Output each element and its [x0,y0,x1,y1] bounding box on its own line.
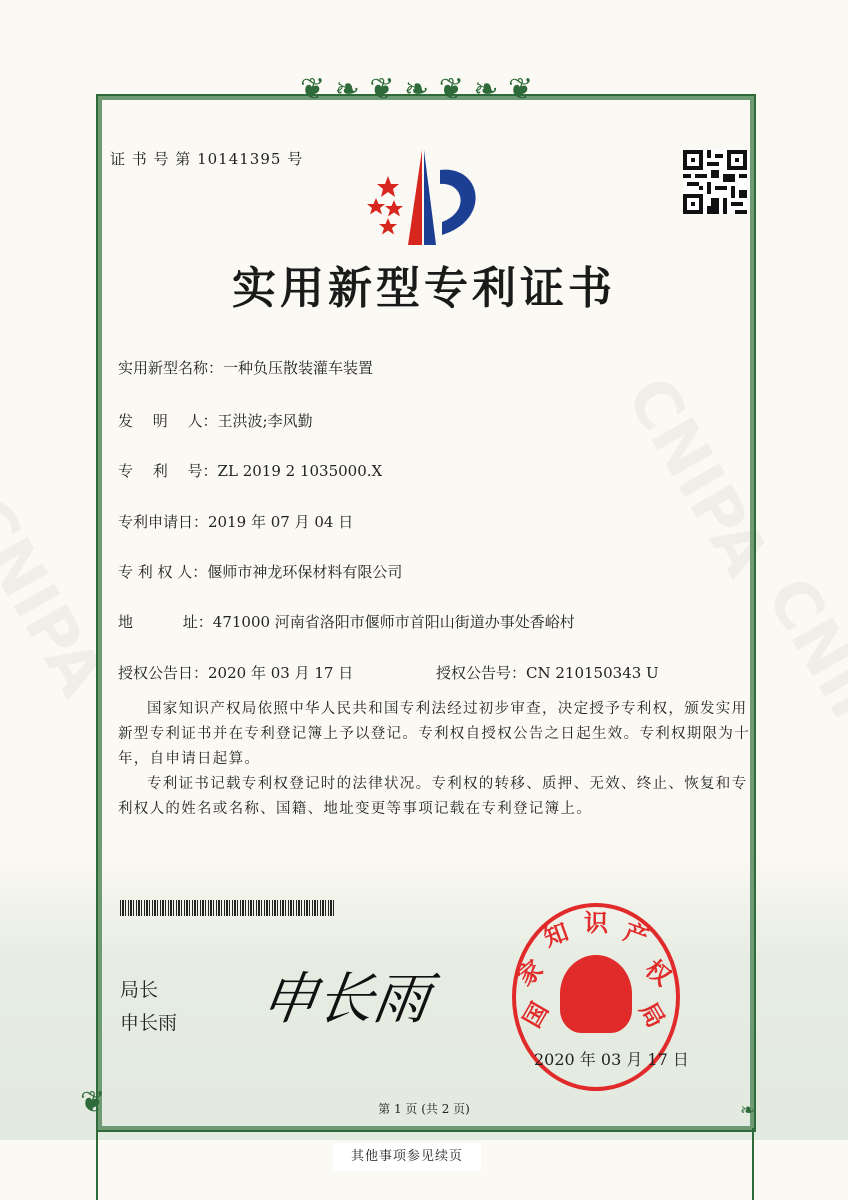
seal-char: 国 [517,997,555,1033]
field-value: 王洪波;李风勤 [217,412,313,430]
field-value: 偃师市神龙环保材料有限公司 [207,563,403,581]
continued-note: 其他事项参见续页 [333,1143,481,1171]
cnipa-logo-icon [362,150,492,250]
corner-ornament-icon: ❧ [740,1100,756,1121]
seal-char: 知 [539,917,573,953]
field-value: ZL 2019 2 1035000.X [217,462,383,480]
border-line [96,1128,98,1200]
body-paragraph: 国家知识产权局依照中华人民共和国专利法经过初步审查，决定授予专利权，颁发实用新型专利证书并在专利登记簿上予以登记。专利权自授权公告之日起生效。专利权期限为十年，自申请日起算。 [118,701,750,767]
field-label: 专利申请日： [118,513,209,531]
field-announcement-number [436,662,659,683]
body-paragraph: 专利证书记载专利权登记时的法律状况。专利权的转移、质押、无效、终止、恢复和专利权人的姓名或名称、国籍、地址变更等事项记载在专利登记簿上。 [118,776,748,817]
field-value: 2019 年 07 月 04 日 [208,513,354,531]
field-inventors [118,410,313,431]
top-ornament-icon: ❦ ❧ ❦ ❧ ❦ ❧ ❦ [300,72,534,107]
signatory-name: 申长雨 [120,1012,178,1034]
field-utility-model-name [118,357,373,378]
field-label: 地 址： [118,613,213,631]
field-label: 发 明 人： [118,412,218,430]
field-grant-date [118,662,353,683]
seal-date: 2020 年 03 月 17 日 [534,1050,689,1069]
field-label: 专 利 号： [118,462,218,480]
certificate-number: 证 书 号 第 10141395 号 [110,150,304,168]
handwritten-signature: 申长雨 [256,967,434,1032]
field-value: CN 210150343 U [526,664,659,682]
page-indicator: 第 1 页 (共 2 页) [378,1102,470,1116]
border-line [752,1128,754,1200]
barcode [120,900,336,916]
national-emblem-icon [560,955,632,1033]
seal-char: 产 [619,917,653,953]
seal-char: 局 [633,997,671,1033]
field-value: 471000 河南省洛阳市偃师市首阳山街道办事处香峪村 [212,613,575,631]
corner-ornament-icon: ❦ [80,1085,106,1120]
field-value: 2020 年 03 月 17 日 [208,664,354,682]
field-label: 授权公告日： [118,664,209,682]
field-patent-number [118,460,382,481]
field-patentee [118,561,402,582]
seal-char: 识 [584,909,608,937]
field-label: 授权公告号： [436,664,527,682]
seal-char: 权 [639,954,677,992]
field-address [118,611,575,632]
field-label: 专 利 权 人： [118,563,208,581]
field-value: 一种负压散装灌车装置 [223,359,374,377]
certificate-title: 实用新型专利证书 [232,263,616,314]
field-label: 实用新型名称： [118,359,224,377]
seal-char: 家 [511,954,549,992]
qr-code [683,150,747,214]
watermark [752,565,848,788]
signatory-title: 局长 [120,979,159,1001]
field-application-date [118,511,353,532]
